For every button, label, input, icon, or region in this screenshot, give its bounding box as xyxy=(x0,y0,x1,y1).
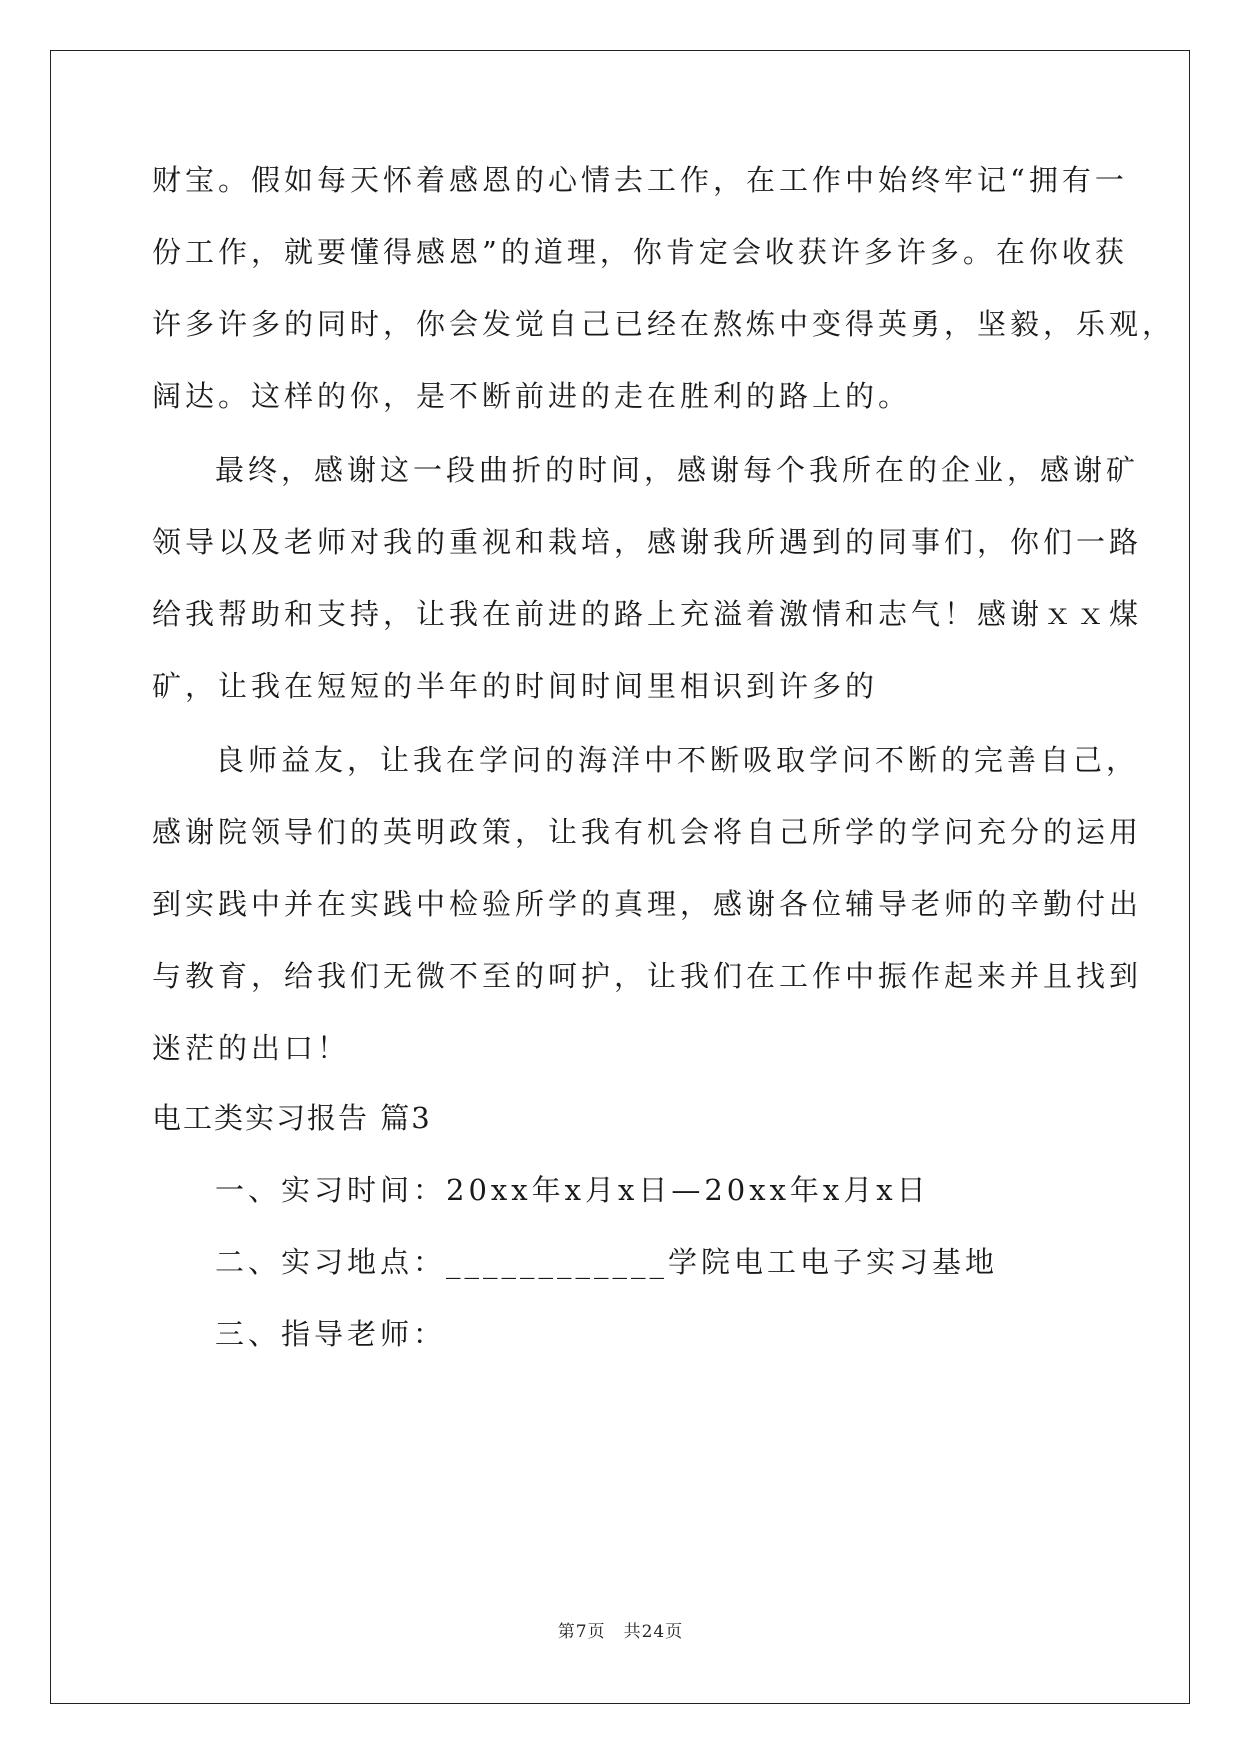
paragraph-3-line-2: 感谢院领导们的英明政策，让我有机会将自己所学的学问充分的运用 xyxy=(152,815,1143,849)
paragraph-2-line-1: 最终，感谢这一段曲折的时间，感谢每个我所在的企业，感谢矿 xyxy=(215,453,1140,487)
paragraph-1-line-2: 份工作，就要懂得感恩”的道理，你肯定会收获许多许多。在你收获 xyxy=(152,235,1128,269)
paragraph-2-line-2: 领导以及老师对我的重视和栽培，感谢我所遇到的同事们，你们一路 xyxy=(152,525,1143,559)
section-item-advisor: 三、指导老师： xyxy=(215,1317,447,1351)
paragraph-1-line-4: 阔达。这样的你，是不断前进的走在胜利的路上的。 xyxy=(152,379,912,413)
paragraph-3-line-5: 迷茫的出口！ xyxy=(152,1031,351,1065)
paragraph-3-line-4: 与教育，给我们无微不至的呵护，让我们在工作中振作起来并且找到 xyxy=(152,959,1143,993)
page-number: 第7页 共24页 xyxy=(557,1622,684,1642)
section-heading: 电工类实习报告 篇3 xyxy=(152,1101,432,1135)
section-item-location: 二、实习地点：____________学院电工电子实习基地 xyxy=(215,1245,999,1279)
section-item-time: 一、实习时间：20xx年x月x日—20xx年x月x日 xyxy=(215,1173,930,1207)
paragraph-1-line-3: 许多许多的同时，你会发觉自己已经在熬炼中变得英勇，坚毅，乐观， xyxy=(152,307,1176,341)
paragraph-3-line-3: 到实践中并在实践中检验所学的真理，感谢各位辅导老师的辛勤付出 xyxy=(152,887,1143,921)
paragraph-2-line-3: 给我帮助和支持，让我在前进的路上充溢着激情和志气！感谢ｘｘ煤 xyxy=(152,597,1143,631)
paragraph-1-line-1: 财宝。假如每天怀着感恩的心情去工作，在工作中始终牢记“拥有一 xyxy=(152,163,1128,197)
paragraph-2-line-4: 矿，让我在短短的半年的时间时间里相识到许多的 xyxy=(152,669,879,703)
paragraph-3-line-1: 良师益友，让我在学问的海洋中不断吸取学问不断的完善自己， xyxy=(215,743,1140,777)
page-border xyxy=(50,50,1190,1704)
